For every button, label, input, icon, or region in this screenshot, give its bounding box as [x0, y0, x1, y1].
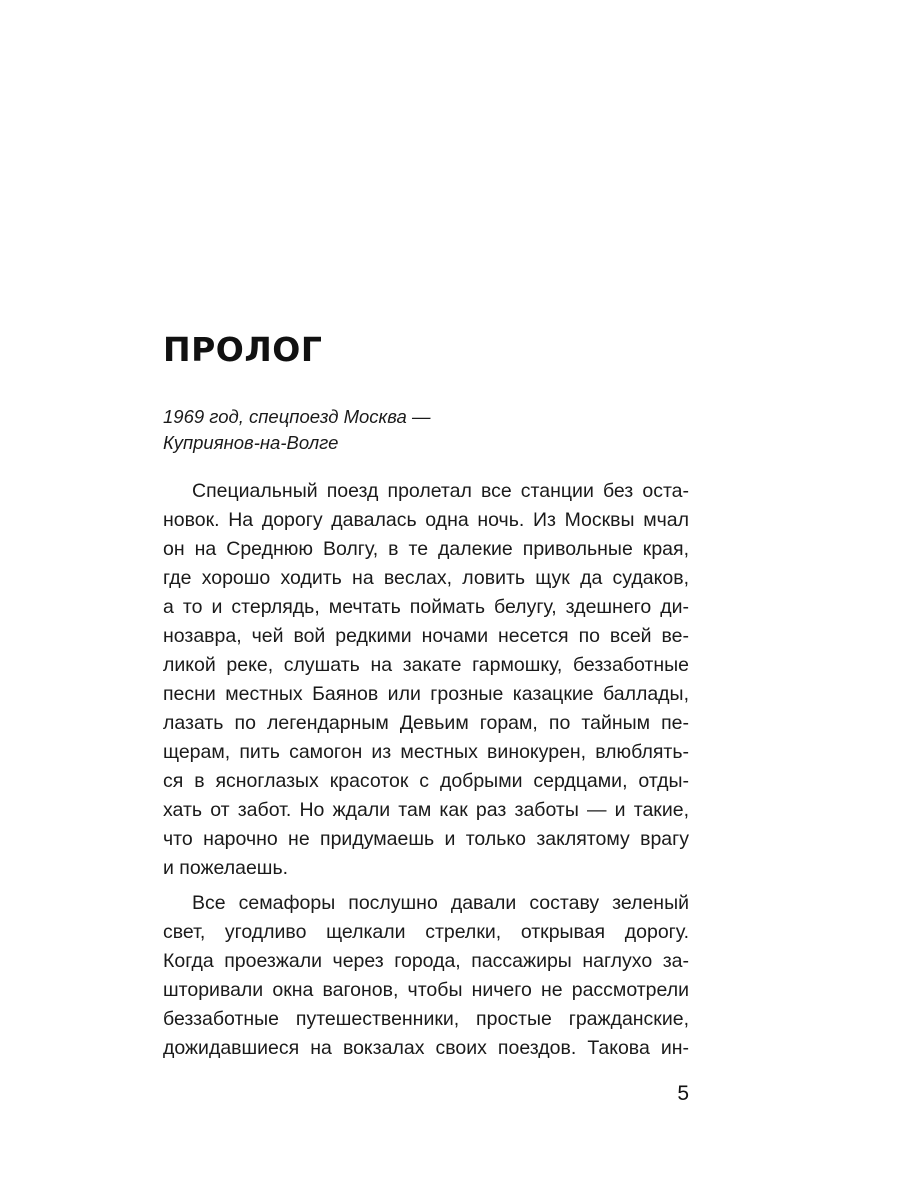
body-text — [163, 477, 689, 1069]
text-line: нозавра, чей вой редкими ночами несется по всей ве- — [163, 625, 689, 647]
paragraph-1 — [163, 477, 689, 883]
text-line: хать от забот. Но ждали там как раз заботы — и такие, — [163, 799, 689, 821]
text-line: Когда проезжали через города, пассажиры наглухо за- — [163, 950, 689, 972]
chapter-epigraph — [163, 404, 430, 456]
text-line: Специальный поезд пролетал все станции без оста- — [192, 480, 689, 502]
text-line: щерам, пить самогон из местных винокурен, влюблять- — [163, 741, 689, 763]
text-line: свет, угодливо щелкали стрелки, открывая дорогу. — [163, 921, 689, 943]
epigraph-line: Куприянов-на-Волге — [163, 432, 339, 453]
paragraph-2 — [163, 889, 689, 1063]
text-line: Все семафоры послушно давали составу зеленый — [192, 892, 689, 914]
text-line: беззаботные путешественники, простые гражданские, — [163, 1008, 689, 1030]
text-line: новок. На дорогу давалась одна ночь. Из Москвы мчал — [163, 509, 689, 531]
text-line: он на Среднюю Волгу, в те далекие привольные края, — [163, 538, 689, 560]
text-line: а то и стерлядь, мечтать поймать белугу, здешнего ди- — [163, 596, 689, 618]
text-line: что нарочно не придумаешь и только заклятому врагу — [163, 828, 689, 850]
text-line: лазать по легендарным Девьим горам, по тайным пе- — [163, 712, 689, 734]
text-line: песни местных Баянов или грозные казацкие баллады, — [163, 683, 689, 705]
epigraph-line: 1969 год, спецпоезд Москва — — [163, 406, 431, 427]
text-line: где хорошо ходить на веслах, ловить щук да судаков, — [163, 567, 689, 589]
book-page — [163, 0, 689, 1200]
chapter-title: ПРОЛОГ — [163, 330, 323, 369]
text-line: и пожелаешь. — [163, 857, 289, 879]
page-number: 5 — [677, 1082, 689, 1105]
text-line: ликой реке, слушать на закате гармошку, беззаботные — [163, 654, 689, 676]
text-line: дожидавшиеся на вокзалах своих поездов. Такова ин- — [163, 1037, 689, 1059]
text-line: шторивали окна вагонов, чтобы ничего не рассмотрели — [163, 979, 689, 1001]
text-line: ся в ясноглазых красоток с добрыми сердцами, отды- — [163, 770, 689, 792]
